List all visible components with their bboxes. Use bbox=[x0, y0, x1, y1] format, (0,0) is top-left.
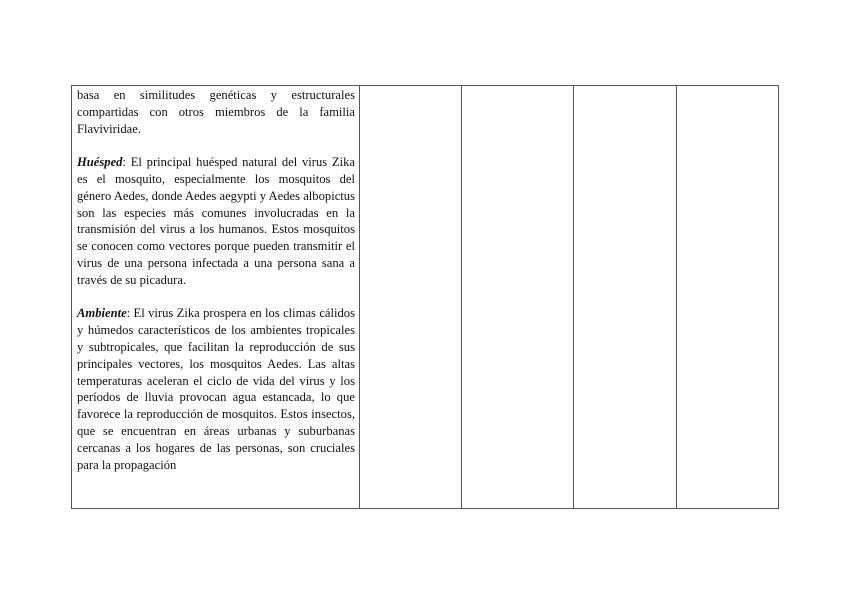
term-environment: Ambiente bbox=[77, 306, 127, 321]
paragraph-text: basa en similitudes genéticas y estructurales compartidas con otros miembros de la familia Flaviviridae. bbox=[77, 88, 355, 136]
paragraph-text: El principal huésped natural del virus Zika es el mosquito, especialmente los mosquitos del género Aedes, donde Aedes aegypti y Aedes albopictus son las especies más comunes involucradas en la transmisión del virus a los humanos. Estos mosquitos se conocen como vectores porque pueden transmitir el virus de una persona infectada a una persona sana a través de su picadura. bbox=[77, 155, 355, 287]
paragraph-classification bbox=[77, 87, 355, 137]
empty-cell bbox=[462, 86, 574, 509]
paragraph-host bbox=[77, 154, 355, 288]
description-cell bbox=[72, 86, 360, 509]
empty-cell bbox=[360, 86, 462, 509]
description-text bbox=[72, 86, 359, 508]
table-row bbox=[72, 86, 779, 509]
term-separator: : bbox=[122, 155, 126, 170]
term-separator: : bbox=[126, 306, 131, 321]
paragraph-text: El virus Zika prospera en los climas cálidos y húmedos característicos de los ambientes tropicales y subtropicales, que facilitan la reproducción de sus principales vectores, los mosquitos Aedes. Las altas temperaturas aceleran el ciclo de vida del virus y los períodos de lluvia provocan agua estancada, lo que favorece la reproducción de mosquitos. Estos insectos, que se encuentran en áreas urbanas y suburbanas cercanas a los hogares de las personas, son cruciales para la propagación bbox=[77, 306, 355, 472]
content-table bbox=[71, 85, 779, 509]
term-host: Huésped bbox=[77, 155, 123, 170]
empty-cell bbox=[574, 86, 677, 509]
empty-cell bbox=[677, 86, 779, 509]
paragraph-environment bbox=[77, 305, 355, 473]
